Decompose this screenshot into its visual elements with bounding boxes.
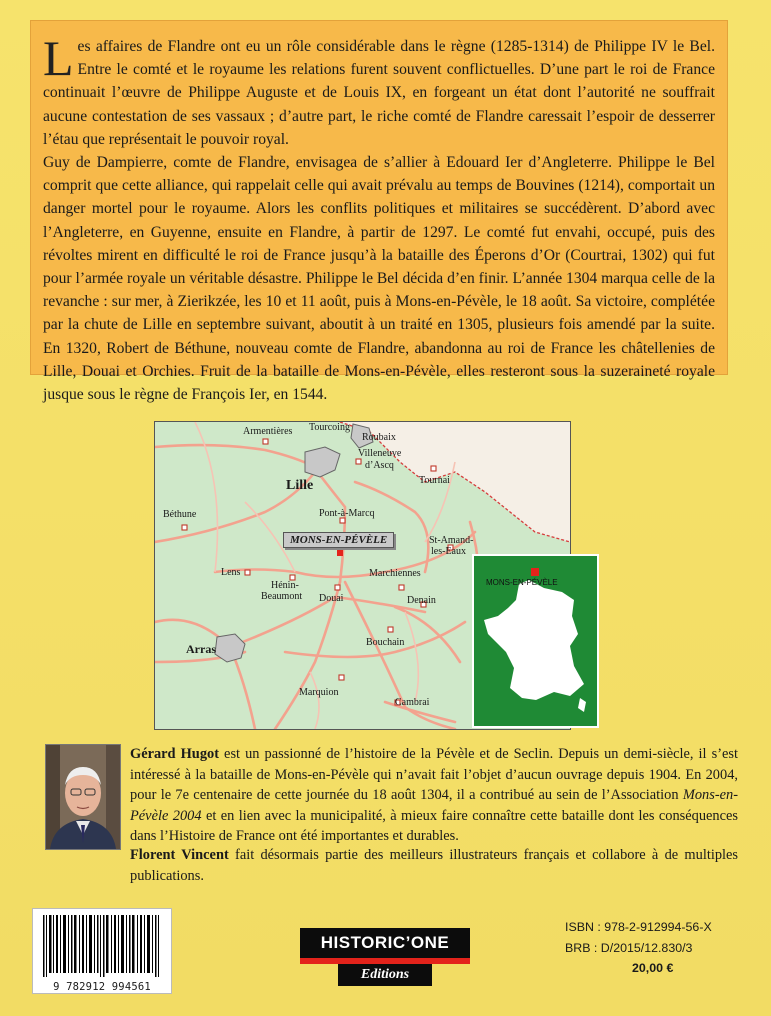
author-bio-text: est un passionné de l’histoire de la Pévèle et de Seclin. Depuis un demi-siècle, il s’est intéressé à la bataille de Mons-en-Pévèle qui n’avait fait l’objet d’aucun ouvrage depuis 1904. En 2004, pour le 7e centenaire de cette journée du 18 août 1304, il a contribué au sein de l’Association	[130, 746, 738, 804]
author-bio	[130, 744, 738, 847]
price: 20,00 €	[632, 961, 674, 975]
inset-marker	[531, 568, 539, 576]
brb-number: BRB : D/2015/12.830/3	[565, 941, 693, 955]
drop-cap: L	[43, 30, 74, 86]
town-tourcoing: Tourcoing	[309, 422, 350, 433]
barcode-bars	[33, 911, 171, 981]
france-shape	[484, 580, 584, 700]
town-roubaix: Roubaix	[362, 432, 396, 443]
inset-label: MONS-EN-PÉVÈLE	[486, 578, 558, 587]
town-tournai: Tournai	[419, 475, 450, 486]
town-denain: Denain	[407, 595, 436, 606]
town-marchiennes: Marchiennes	[369, 568, 421, 579]
author-bio-end: et en lien avec la municipalité, à mieux faire connaître cette bataille dont les conséquences dans l’Histoire de France ont été importantes et durables.	[130, 807, 739, 845]
town-henin: Hénin-	[271, 580, 299, 591]
illustrator-bio	[130, 845, 738, 886]
barcode	[32, 908, 172, 994]
portrait-image	[46, 745, 120, 849]
isbn-block	[565, 917, 745, 959]
author-portrait	[45, 744, 121, 850]
barcode-number: 9 782912 994561	[53, 981, 151, 993]
publisher-name: HISTORIC’ONE	[300, 928, 470, 958]
intro-text-box	[30, 20, 728, 404]
town-cambrai: Cambrai	[395, 697, 430, 708]
town-st-amand: St-Amand-	[429, 535, 474, 546]
isbn-number: ISBN : 978-2-912994-56-X	[565, 920, 712, 934]
town-douai: Douai	[319, 593, 344, 604]
town-villeneuve-2: d’Ascq	[365, 460, 394, 471]
corsica-shape	[578, 698, 586, 712]
town-villeneuve: Villeneuve	[358, 448, 402, 459]
town-henin-2: Beaumont	[261, 591, 303, 602]
intro-paragraph-2: Guy de Dampierre, comte de Flandre, envisagea de s’allier à Edouard Ier d’Angleterre. Philippe le Bel comprit que cette alliance, qui rappelait celle qui avait prévalu au temps de Bouvines (1214), comportait un danger mortel pour le royaume. Alors les conflits politiques et militaires se succédèrent. D’abord avec l’Angleterre, en Guyenne, ensuite en Flandre, à partir de 1297. Le comté fut envahi, occupé, puis des révoltes mirent en difficulté le roi de France jusqu’à la bataille des Éperons d’Or (Courtrai, 1302) qui fut pour l’armée royale un véritable désastre. Philippe le Bel décida d’en finir. L’année 1304 marqua celle de la revanche : sur mer, à Zierikzée, les 10 et 11 août, puis à Mons-en-Pévèle, le 18 août. Sa victoire, complétée par la chute de Lille en septembre suivant, aboutit à un traité en 1305, plusieurs fois amendé par la suite. En 1320, Robert de Béthune, nouveau comte de Flandre, abandonna au roi de France les châtellenies de Lille, Douai et Orchies. Fruit de la bataille de Mons-en-Pévèle, elles resteront sous la suzeraineté royale jusque sous le règne de François Ier, en 1544.	[43, 154, 715, 404]
publisher-editions: Editions	[338, 964, 432, 986]
town-pont-a-marcq: Pont-à-Marcq	[319, 508, 375, 519]
author-name: Gérard Hugot	[130, 746, 219, 762]
illustrator-name: Florent Vincent	[130, 847, 229, 863]
illustrator-bio-text: fait désormais partie des meilleurs illustrateurs français et collabore à de multiples publications.	[130, 847, 738, 884]
town-lille: Lille	[286, 478, 314, 493]
town-bethune: Béthune	[163, 509, 197, 520]
town-mons-en-pevele: MONS-EN-PÉVÈLE	[283, 532, 394, 548]
town-armentieres: Armentières	[243, 426, 293, 437]
town-lens: Lens	[221, 567, 241, 578]
intro-paragraph-1: Les affaires de Flandre ont eu un rôle considérable dans le règne (1285-1314) de Philippe IV le Bel. Entre le comté et le royaume les relations furent souvent conflictuelles. D’une part le roi de France continuait l’œuvre de Philippe Auguste et de Louis IX, en forgeant un état dont l’autorité ne souffrait aucune contestation de ses vassaux ; d’autre part, le riche comté de Flandre caressait l’espoir de desserrer l’étau que représentait le pouvoir royal.	[43, 30, 715, 148]
publisher-logo	[300, 928, 470, 990]
association-name: Mons-en-Pévèle 2004	[130, 787, 738, 824]
town-marquion: Marquion	[299, 687, 339, 698]
france-inset-map	[472, 554, 599, 728]
mons-marker	[337, 550, 343, 556]
lille-area	[305, 447, 340, 477]
town-arras: Arras	[186, 642, 216, 656]
town-bouchain: Bouchain	[366, 637, 405, 648]
town-st-amand-2: les-Eaux	[431, 546, 466, 557]
